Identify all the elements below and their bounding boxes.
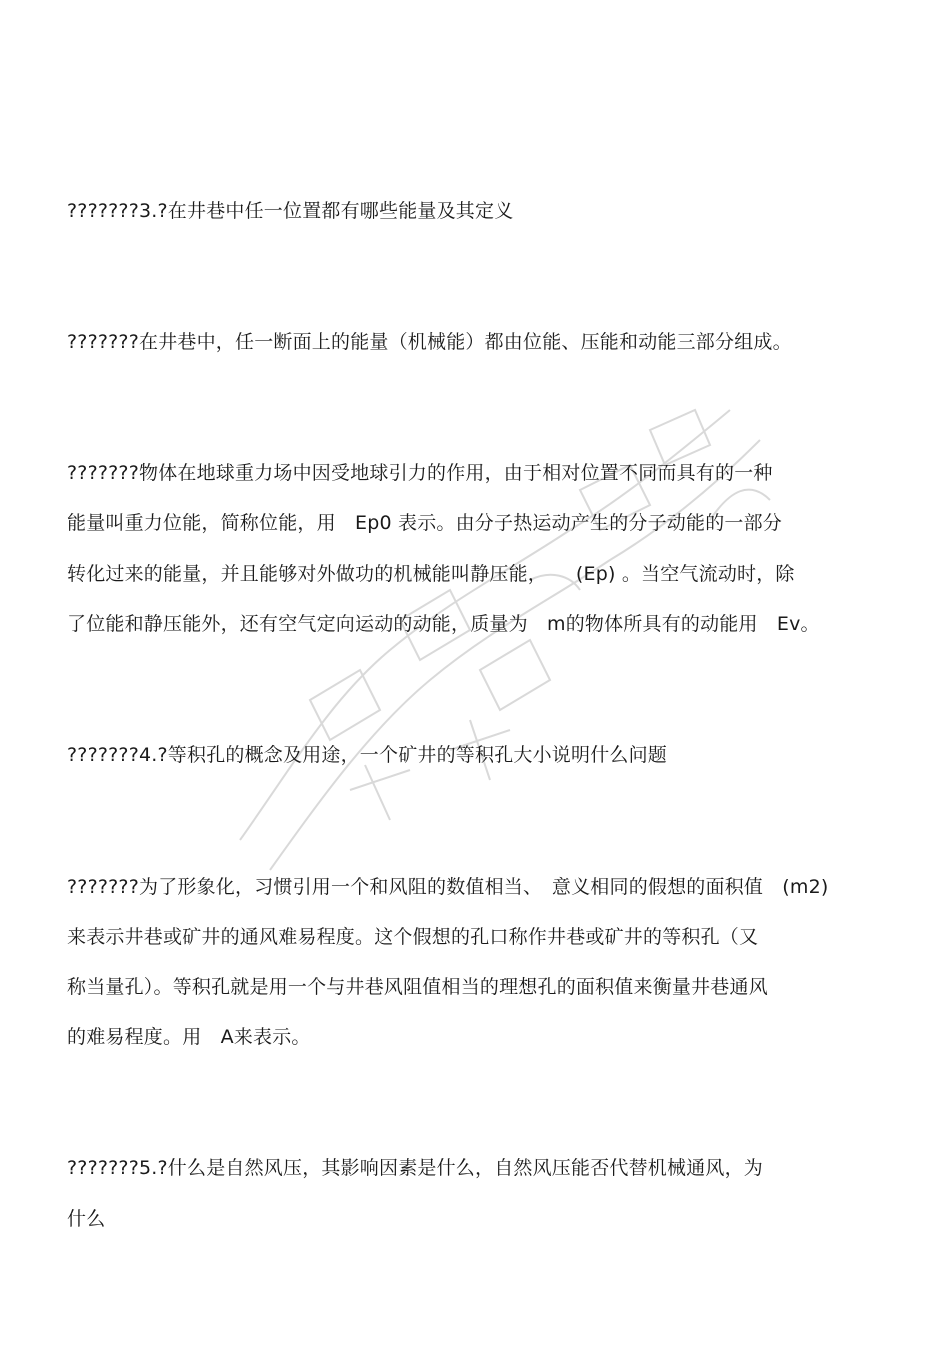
question-3-answer-line: 能量叫重力位能，简称位能，用 Ep0 表示。由分子热运动产生的分子动能的一部分 [67, 512, 782, 534]
question-3-answer-line: ???????物体在地球重力场中因受地球引力的作用，由于相对位置不同而具有的一种 [67, 462, 773, 484]
question-3-answer-intro: ???????在井巷中，任一断面上的能量（机械能）都由位能、压能和动能三部分组成。 [67, 331, 792, 353]
question-3-heading: ???????3.?在井巷中任一位置都有哪些能量及其定义 [67, 200, 514, 222]
question-5-heading: ???????5.?什么是自然风压，其影响因素是什么，自然风压能否代替机械通风，为 [67, 1157, 764, 1179]
question-3-answer-line: 了位能和静压能外，还有空气定向运动的动能，质量为 m的物体所具有的动能用 Ev。 [67, 613, 820, 635]
question-3-answer-line: 转化过来的能量，并且能够对外做功的机械能叫静压能， (Ep) 。当空气流动时，除 [67, 563, 795, 585]
question-4-answer-line: ???????为了形象化，习惯引用一个和风阻的数值相当、 意义相同的假想的面积值 (m2) [67, 876, 829, 898]
question-4-answer-line: 称当量孔）。等积孔就是用一个与井巷风阻值相当的理想孔的面积值来衡量井巷通风 [67, 976, 768, 998]
question-4-answer-line: 来表示井巷或矿井的通风难易程度。这个假想的孔口称作井巷或矿井的等积孔（又 [67, 926, 759, 948]
question-5-heading-continued: 什么 [67, 1208, 106, 1230]
question-4-answer-line: 的难易程度。用 A来表示。 [67, 1026, 311, 1048]
question-4-heading: ???????4.?等积孔的概念及用途，一个矿井的等积孔大小说明什么问题 [67, 744, 668, 766]
